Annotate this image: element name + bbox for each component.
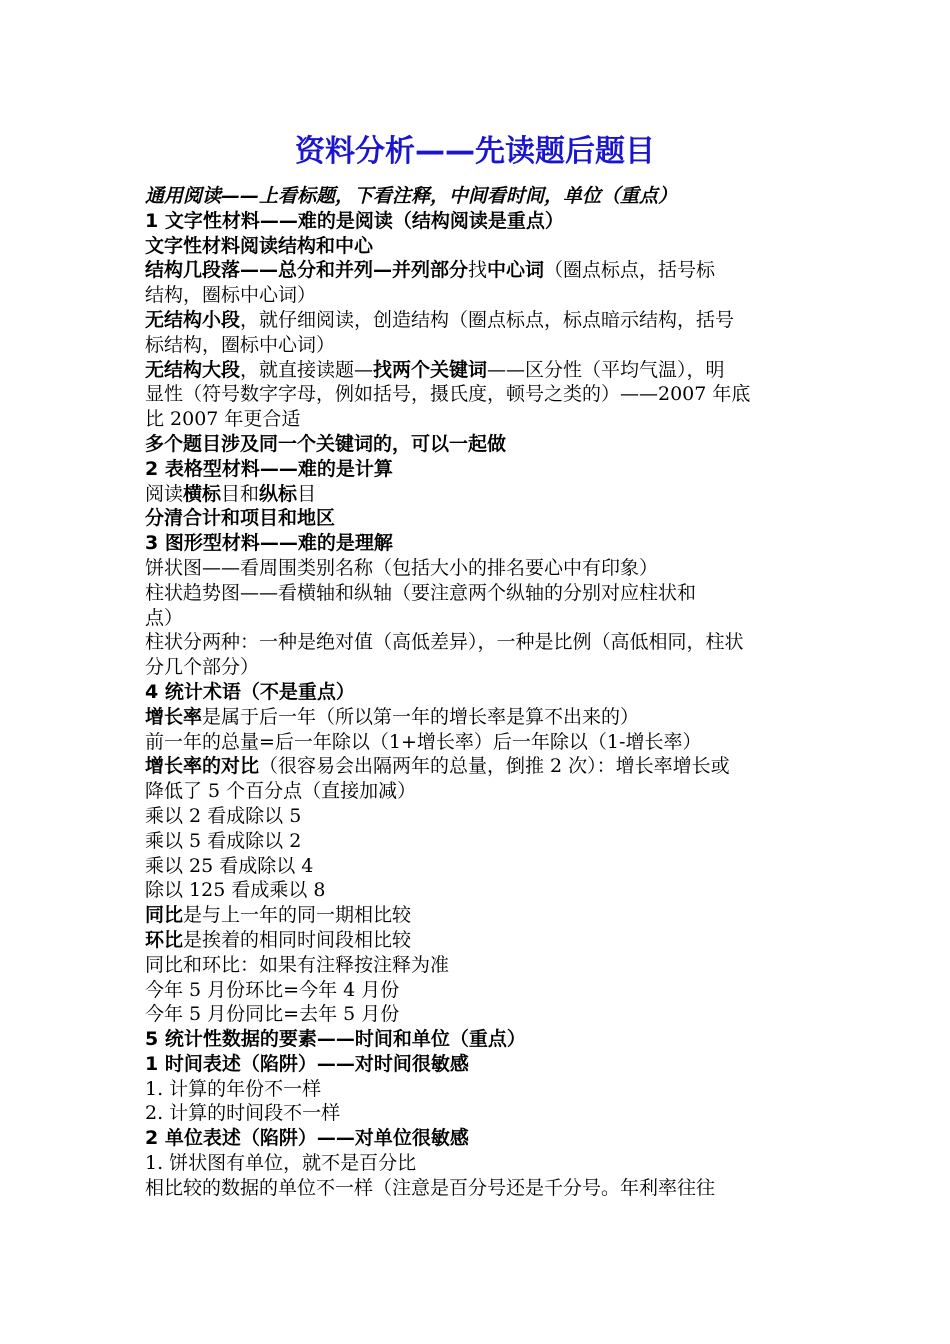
text-segment: 无结构小段 bbox=[145, 308, 241, 331]
text-segment: ，就直接读题— bbox=[240, 358, 374, 381]
text-line bbox=[145, 953, 815, 978]
text-line bbox=[145, 854, 815, 879]
text-segment: （圈点标点，括号标 bbox=[544, 259, 716, 282]
text-line bbox=[145, 556, 815, 581]
text-segment: 中心词 bbox=[487, 259, 545, 282]
text-segment: 同比和环比：如果有注释按注释为准 bbox=[145, 953, 450, 976]
text-line bbox=[145, 730, 815, 755]
text-line bbox=[145, 581, 815, 606]
text-line bbox=[145, 1126, 815, 1151]
text-line bbox=[145, 804, 815, 829]
text-line bbox=[145, 506, 815, 531]
text-segment: ——区分性（平均气温），明 bbox=[487, 358, 725, 381]
text-segment: 显性（符号数字字母，例如括号，摄氏度，顿号之类的）——2007 年底 bbox=[145, 383, 751, 406]
text-line bbox=[145, 705, 815, 730]
text-segment: 5 统计性数据的要素——时间和单位（重点） bbox=[145, 1028, 526, 1051]
text-line bbox=[145, 680, 815, 705]
text-line bbox=[145, 1151, 815, 1176]
text-segment: 1. 计算的年份不一样 bbox=[145, 1077, 322, 1100]
text-segment: 找 bbox=[468, 259, 488, 282]
text-line bbox=[145, 1077, 815, 1102]
text-segment: 增长率的对比 bbox=[145, 755, 260, 778]
text-segment: 是挨着的相同时间段相比较 bbox=[183, 928, 412, 951]
text-segment: 环比 bbox=[145, 928, 184, 951]
text-segment: ，就仔细阅读，创造结构（圈点标点，标点暗示结构，括号 bbox=[240, 308, 735, 331]
text-segment: 结构，圈标中心词） bbox=[145, 284, 317, 307]
text-line bbox=[145, 779, 815, 804]
text-line bbox=[145, 829, 815, 854]
text-segment: 乘以 25 看成除以 4 bbox=[145, 854, 314, 877]
text-segment: 同比 bbox=[145, 904, 184, 927]
text-line bbox=[145, 655, 815, 680]
text-line bbox=[145, 878, 815, 903]
text-segment: 是与上一年的同一期相比较 bbox=[183, 904, 412, 927]
text-segment: 纵标 bbox=[259, 482, 298, 505]
text-segment: 标结构，圈标中心词） bbox=[145, 333, 336, 356]
text-segment: 结构几段落——总分和并列—并列部分 bbox=[145, 259, 469, 282]
text-segment: 2 单位表述（陷阱）——对单位很敏感 bbox=[145, 1127, 469, 1150]
text-line bbox=[145, 928, 815, 953]
text-segment: 1 文字性材料——难的是阅读（结构阅读是重点） bbox=[145, 209, 564, 232]
text-segment: （很容易会出隔两年的总量，倒推 2 次）：增长率增长或 bbox=[259, 755, 730, 778]
text-segment: 无结构大段 bbox=[145, 358, 241, 381]
text-line bbox=[145, 333, 815, 358]
text-line bbox=[145, 358, 815, 383]
text-segment: 比 2007 年更合适 bbox=[145, 408, 301, 431]
text-segment: 增长率 bbox=[145, 705, 203, 728]
text-segment: 目 bbox=[297, 482, 317, 505]
text-segment: 降低了 5 个百分点（直接加减） bbox=[145, 780, 417, 803]
text-segment: 乘以 2 看成除以 5 bbox=[145, 804, 302, 827]
text-segment: 2. 计算的时间段不一样 bbox=[145, 1102, 341, 1125]
text-line bbox=[145, 184, 815, 209]
text-line bbox=[145, 209, 815, 234]
text-segment: 前一年的总量=后一年除以（1+增长率）后一年除以（1-增长率） bbox=[145, 730, 702, 753]
text-line bbox=[145, 531, 815, 556]
text-segment: 是属于后一年（所以第一年的增长率是算不出来的） bbox=[202, 705, 640, 728]
text-segment: 1 时间表述（陷阱）——对时间很敏感 bbox=[145, 1052, 469, 1075]
text-segment: 柱状分两种：一种是绝对值（高低差异），一种是比例（高低相同，柱状 bbox=[145, 631, 744, 654]
text-segment: 点） bbox=[145, 606, 184, 629]
text-line bbox=[145, 482, 815, 507]
text-segment: 阅读 bbox=[145, 482, 184, 505]
text-line bbox=[145, 457, 815, 482]
text-line bbox=[145, 1027, 815, 1052]
text-line bbox=[145, 1101, 815, 1126]
text-line bbox=[145, 606, 815, 631]
text-line bbox=[145, 432, 815, 457]
text-segment: 乘以 5 看成除以 2 bbox=[145, 829, 302, 852]
text-segment: 柱状趋势图——看横轴和纵轴（要注意两个纵轴的分别对应柱状和 bbox=[145, 581, 697, 604]
text-segment: 4 统计术语（不是重点） bbox=[145, 680, 355, 703]
text-line bbox=[145, 1052, 815, 1077]
text-line bbox=[145, 283, 815, 308]
text-line bbox=[145, 1176, 815, 1201]
text-line bbox=[145, 308, 815, 333]
text-line bbox=[145, 382, 815, 407]
text-segment: 找两个关键词 bbox=[373, 358, 488, 381]
text-line bbox=[145, 234, 815, 259]
document-body bbox=[145, 184, 815, 1201]
text-segment: 横标 bbox=[183, 482, 222, 505]
text-segment: 今年 5 月份同比=去年 5 月份 bbox=[145, 1003, 400, 1026]
text-segment: 1. 饼状图有单位，就不是百分比 bbox=[145, 1152, 417, 1175]
text-line bbox=[145, 903, 815, 928]
text-segment: 2 表格型材料——难的是计算 bbox=[145, 457, 393, 480]
text-segment: 除以 125 看成乘以 8 bbox=[145, 879, 326, 902]
text-segment: 分几个部分） bbox=[145, 656, 260, 679]
text-segment: 目和 bbox=[221, 482, 260, 505]
text-segment: 3 图形型材料——难的是理解 bbox=[145, 532, 393, 555]
text-line bbox=[145, 1002, 815, 1027]
text-line bbox=[145, 754, 815, 779]
text-line bbox=[145, 258, 815, 283]
text-segment: 相比较的数据的单位不一样（注意是百分号还是千分号。年利率往往 bbox=[145, 1176, 716, 1199]
text-line bbox=[145, 407, 815, 432]
text-segment: 文字性材料阅读结构和中心 bbox=[145, 234, 374, 257]
text-segment: 多个题目涉及同一个关键词的，可以一起做 bbox=[145, 432, 507, 455]
text-segment: 饼状图——看周围类别名称（包括大小的排名要心中有印象） bbox=[145, 556, 659, 579]
text-segment: 分清合计和项目和地区 bbox=[145, 507, 336, 530]
document-title: 资料分析——先读题后题目 bbox=[295, 134, 655, 169]
text-line bbox=[145, 978, 815, 1003]
text-segment: 通用阅读——上看标题，下看注释，中间看时间，单位（重点） bbox=[145, 185, 678, 207]
text-segment: 今年 5 月份环比=今年 4 月份 bbox=[145, 978, 400, 1001]
text-line bbox=[145, 630, 815, 655]
